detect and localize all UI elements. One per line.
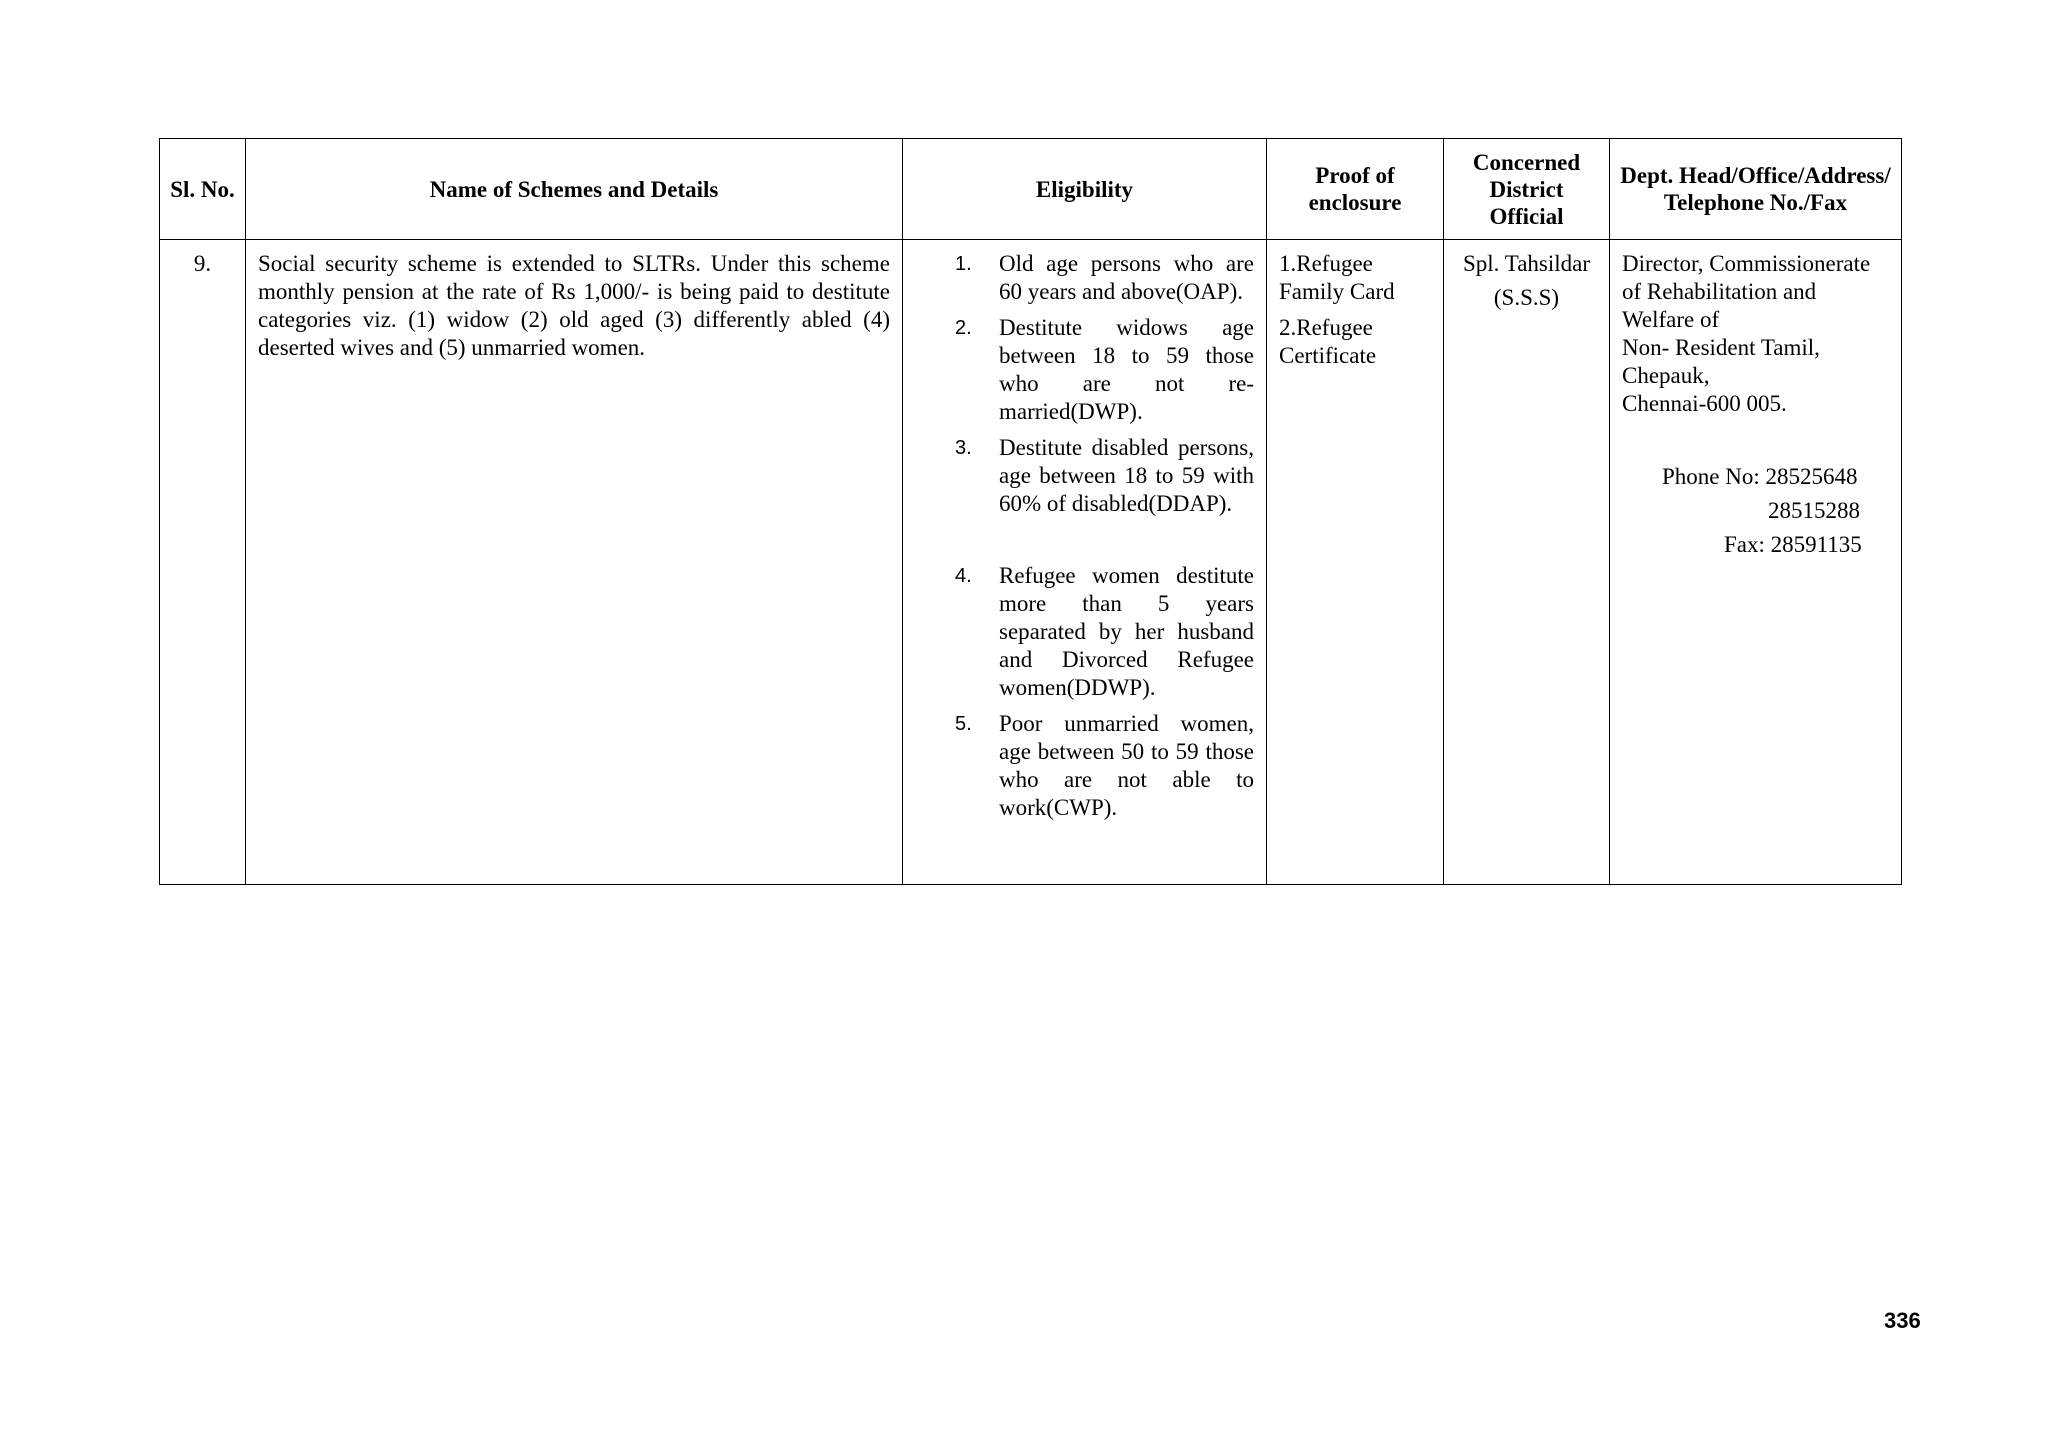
cell-official (1444, 240, 1610, 885)
list-number: 4. (955, 565, 972, 587)
list-text: Destitute disabled persons, age between 18 to 59 with 60% of disabled(DDAP). (999, 435, 1254, 516)
header-sl-no: Sl. No. (160, 139, 246, 240)
address-line: Non- Resident Tamil, (1622, 335, 1820, 360)
phone-number-alt: 28515288 (1768, 498, 1860, 523)
table-row (160, 240, 1902, 885)
page-number: 336 (1884, 1308, 1921, 1333)
header-dept: Dept. Head/Office/Address/ Telephone No./Fax (1610, 139, 1902, 240)
address-line: Welfare of (1622, 307, 1720, 332)
address-line: Chepauk, (1622, 363, 1710, 388)
list-text: Old age persons who are 60 years and above(OAP). (999, 251, 1254, 304)
cell-dept (1610, 240, 1902, 885)
header-official: Concerned District Official (1444, 139, 1610, 240)
official-title: Spl. Tahsildar (1462, 251, 1591, 276)
list-item (915, 434, 1254, 518)
official-unit: (S.S.S) (1493, 285, 1560, 310)
fax-number: Fax: 28591135 (1724, 532, 1862, 557)
list-number: 5. (955, 713, 972, 735)
address-line: Chennai-600 005. (1622, 391, 1787, 416)
contact-block (1622, 460, 1889, 562)
cell-scheme-details: Social security scheme is extended to SLTRs. Under this scheme monthly pension at the rate of Rs 1,000/- is being paid to destitute categories viz. (1) widow (2) old aged (3) differently abled (4) deserted wives and (5) unmarried women. (246, 240, 903, 885)
list-item (915, 314, 1254, 426)
list-item (915, 710, 1254, 822)
cell-proof (1267, 240, 1444, 885)
cell-eligibility (903, 240, 1267, 885)
list-number: 3. (955, 437, 972, 459)
list-text: Destitute widows age between 18 to 59 those who are not re-married(DWP). (999, 315, 1254, 424)
list-text: Poor unmarried women, age between 50 to 59 those who are not able to work(CWP). (999, 711, 1254, 820)
address-line: Director, Commissionerate (1622, 251, 1871, 276)
header-proof: Proof of enclosure (1267, 139, 1444, 240)
cell-sl-no: 9. (160, 240, 246, 885)
schemes-table (159, 138, 1902, 885)
list-text: Refugee women destitute more than 5 years separated by her husband and Divorced Refugee women(DDWP). (999, 563, 1254, 700)
header-eligibility: Eligibility (903, 139, 1267, 240)
address-line: of Rehabilitation and (1622, 279, 1817, 304)
list-item (915, 250, 1254, 306)
list-number: 1. (955, 253, 972, 275)
list-number: 2. (955, 317, 972, 339)
eligibility-list (915, 250, 1254, 822)
proof-item: 1.Refugee Family Card (1279, 251, 1395, 304)
list-item (915, 562, 1254, 702)
phone-number: Phone No: 28525648 (1662, 464, 1858, 489)
header-scheme: Name of Schemes and Details (246, 139, 903, 240)
header-row (160, 139, 1902, 240)
proof-item: 2.Refugee Certificate (1279, 315, 1377, 368)
